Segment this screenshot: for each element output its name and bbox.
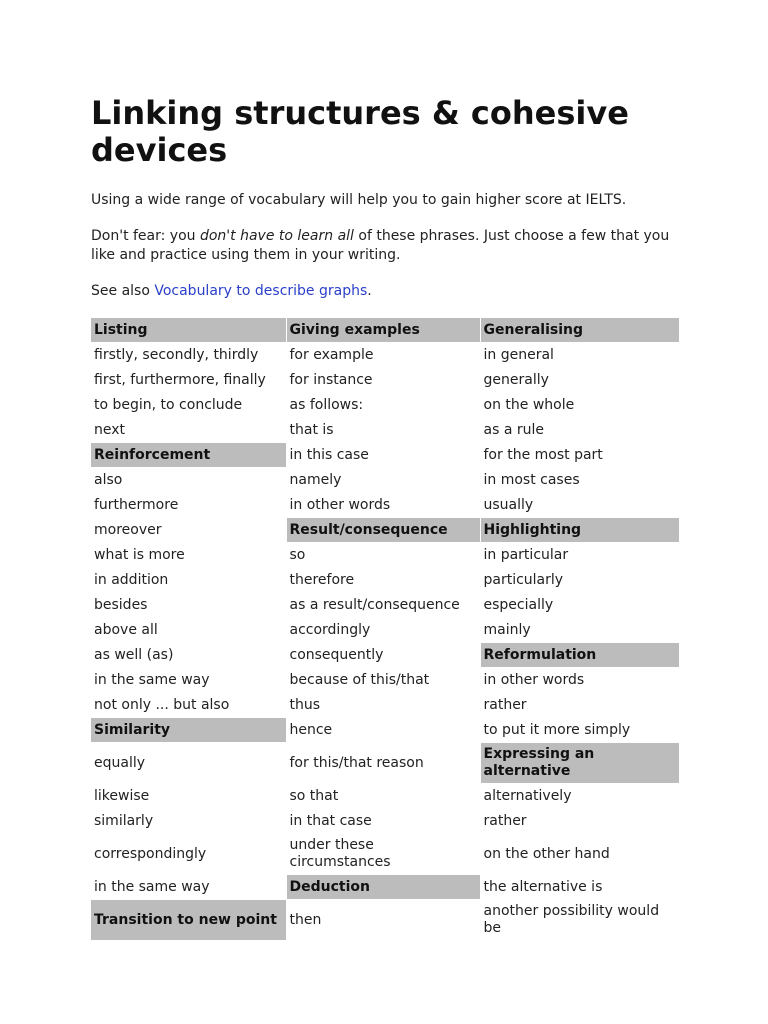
phrase-cell: that is (286, 418, 480, 443)
intro-paragraph-2 (91, 227, 681, 265)
phrase-cell: then (286, 900, 480, 941)
category-header-cell: Result/consequence (286, 518, 480, 543)
phrase-cell: particularly (480, 568, 679, 593)
table-row (91, 900, 679, 941)
phrase-cell: equally (91, 743, 286, 784)
phrase-cell: consequently (286, 643, 480, 668)
phrase-cell: mainly (480, 618, 679, 643)
phrase-cell: in most cases (480, 468, 679, 493)
phrase-cell: what is more (91, 543, 286, 568)
phrase-cell: firstly, secondly, thirdly (91, 343, 286, 368)
document-page (91, 95, 681, 941)
phrase-cell: in other words (480, 668, 679, 693)
table-row (91, 318, 679, 343)
table-row (91, 693, 679, 718)
table-row (91, 493, 679, 518)
phrase-cell: moreover (91, 518, 286, 543)
table-row (91, 468, 679, 493)
phrase-cell: as a rule (480, 418, 679, 443)
table-row (91, 784, 679, 809)
phrase-cell: next (91, 418, 286, 443)
phrase-cell: for the most part (480, 443, 679, 468)
phrase-cell: in other words (286, 493, 480, 518)
phrase-cell: as a result/consequence (286, 593, 480, 618)
category-header-cell: Expressing an alternative (480, 743, 679, 784)
table-row (91, 518, 679, 543)
phrase-cell: in particular (480, 543, 679, 568)
phrase-cell: especially (480, 593, 679, 618)
phrase-cell: so (286, 543, 480, 568)
phrase-cell: also (91, 468, 286, 493)
phrase-cell: the alternative is (480, 875, 679, 900)
category-header-cell: Similarity (91, 718, 286, 743)
phrase-cell: hence (286, 718, 480, 743)
category-header-cell: Deduction (286, 875, 480, 900)
category-header-cell: Giving examples (286, 318, 480, 343)
phrase-cell: therefore (286, 568, 480, 593)
phrase-cell: for this/that reason (286, 743, 480, 784)
linking-words-table (91, 318, 680, 941)
phrase-cell: usually (480, 493, 679, 518)
phrase-cell: as well (as) (91, 643, 286, 668)
category-header-cell: Highlighting (480, 518, 679, 543)
category-header-cell: Reformulation (480, 643, 679, 668)
phrase-cell: above all (91, 618, 286, 643)
table-row (91, 643, 679, 668)
phrase-cell: another possibility would be (480, 900, 679, 941)
category-header-cell: Generalising (480, 318, 679, 343)
phrase-cell: to put it more simply (480, 718, 679, 743)
table-row (91, 368, 679, 393)
category-header-cell: Listing (91, 318, 286, 343)
phrase-cell: accordingly (286, 618, 480, 643)
table-row (91, 809, 679, 834)
phrase-cell: thus (286, 693, 480, 718)
linking-words-table-body (91, 318, 679, 941)
phrase-cell: in the same way (91, 668, 286, 693)
phrase-cell: rather (480, 693, 679, 718)
phrase-cell: on the whole (480, 393, 679, 418)
phrase-cell: namely (286, 468, 480, 493)
phrase-cell: under these circumstances (286, 834, 480, 875)
phrase-cell: similarly (91, 809, 286, 834)
table-row (91, 743, 679, 784)
table-row (91, 668, 679, 693)
phrase-cell: in that case (286, 809, 480, 834)
table-row (91, 834, 679, 875)
table-row (91, 618, 679, 643)
phrase-cell: so that (286, 784, 480, 809)
phrase-cell: generally (480, 368, 679, 393)
vocabulary-graphs-link[interactable]: Vocabulary to describe graphs (154, 283, 368, 299)
see-also-text: See also (91, 283, 155, 299)
table-row (91, 543, 679, 568)
category-header-cell: Transition to new point (91, 900, 286, 941)
phrase-cell: to begin, to conclude (91, 393, 286, 418)
intro-paragraph-2-emphasis: don't have to learn all (199, 228, 354, 244)
phrase-cell: furthermore (91, 493, 286, 518)
phrase-cell: for instance (286, 368, 480, 393)
phrase-cell: first, furthermore, finally (91, 368, 286, 393)
table-row (91, 343, 679, 368)
phrase-cell: in general (480, 343, 679, 368)
category-header-cell: Reinforcement (91, 443, 286, 468)
phrase-cell: besides (91, 593, 286, 618)
intro-paragraph-2-start: Don't fear: you (91, 228, 200, 244)
phrase-cell: alternatively (480, 784, 679, 809)
phrase-cell: likewise (91, 784, 286, 809)
phrase-cell: rather (480, 809, 679, 834)
page-title: Linking structures & cohesive devices (91, 94, 629, 169)
phrase-cell: on the other hand (480, 834, 679, 875)
table-row (91, 593, 679, 618)
see-also-period: . (367, 283, 372, 299)
intro-paragraph-2-end: of these phrases. Just choose a few that you like and practice using them in your writing. (91, 228, 670, 263)
table-row (91, 718, 679, 743)
phrase-cell: in this case (286, 443, 480, 468)
phrase-cell: in addition (91, 568, 286, 593)
phrase-cell: for example (286, 343, 480, 368)
phrase-cell: in the same way (91, 875, 286, 900)
table-row (91, 443, 679, 468)
phrase-cell: because of this/that (286, 668, 480, 693)
table-row (91, 568, 679, 593)
table-row (91, 393, 679, 418)
phrase-cell: correspondingly (91, 834, 286, 875)
table-row (91, 875, 679, 900)
intro-paragraph-3 (91, 282, 681, 301)
phrase-cell: as follows: (286, 393, 480, 418)
phrase-cell: not only ... but also (91, 693, 286, 718)
intro-paragraph-1: Using a wide range of vocabulary will help you to gain higher score at IELTS. (91, 192, 627, 208)
table-row (91, 418, 679, 443)
